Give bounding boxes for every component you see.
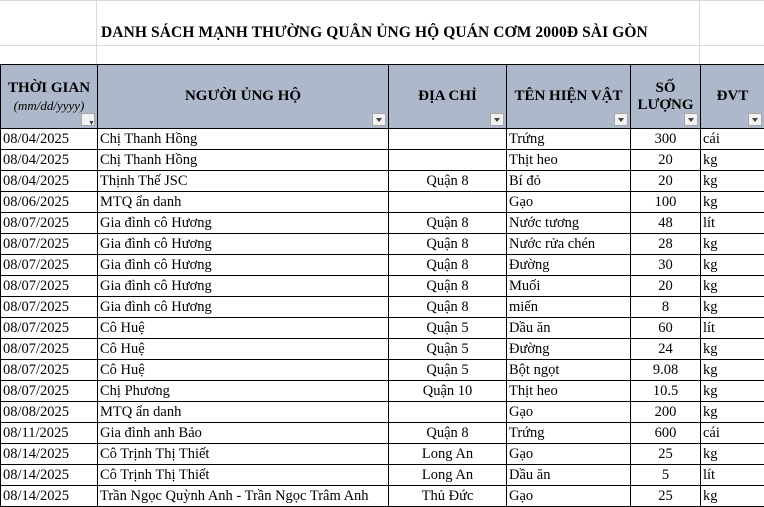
cell-unit[interactable]: kg (701, 276, 764, 297)
cell-address[interactable]: Quận 8 (389, 234, 507, 255)
cell-item[interactable]: Bột ngọt (507, 360, 631, 381)
table-body (1, 129, 764, 507)
filter-dropdown-icon[interactable] (372, 113, 386, 126)
cell-qty[interactable]: 300 (631, 129, 701, 150)
cell-address[interactable] (389, 402, 507, 423)
cell-item[interactable]: Nước tương (507, 213, 631, 234)
cell-unit[interactable]: kg (701, 486, 764, 507)
header-qty-label-2: LƯỢNG (637, 96, 694, 113)
cell-qty[interactable]: 200 (631, 402, 701, 423)
cell-item[interactable]: miến (507, 297, 631, 318)
cell-donor[interactable]: Cô Huệ (98, 318, 389, 339)
cell-item[interactable]: Dầu ăn (507, 465, 631, 486)
filter-dropdown-icon[interactable] (490, 113, 504, 126)
cell-unit[interactable]: kg (701, 171, 764, 192)
cell-qty[interactable]: 28 (631, 234, 701, 255)
cell-address[interactable]: Quận 8 (389, 297, 507, 318)
cell-donor[interactable]: Chị Thanh Hồng (98, 129, 389, 150)
cell-donor[interactable]: MTQ ẩn danh (98, 402, 389, 423)
header-address[interactable] (389, 65, 507, 129)
header-item[interactable] (507, 65, 631, 129)
cell-address[interactable]: Thủ Đức (389, 486, 507, 507)
cell-qty[interactable]: 10.5 (631, 381, 701, 402)
table-row (1, 402, 764, 423)
table-row (1, 276, 764, 297)
cell-item[interactable]: Dầu ăn (507, 318, 631, 339)
cell-donor[interactable]: MTQ ẩn danh (98, 192, 389, 213)
cell-unit[interactable]: kg (701, 234, 764, 255)
cell-address[interactable] (389, 129, 507, 150)
table-row (1, 129, 764, 150)
table-row (1, 423, 764, 444)
filter-dropdown-icon[interactable] (614, 113, 628, 126)
donor-table (0, 64, 764, 507)
header-donor-label: NGƯỜI ỦNG HỘ (184, 88, 302, 104)
cell-qty[interactable]: 25 (631, 486, 701, 507)
cell-qty[interactable]: 30 (631, 255, 701, 276)
cell-item[interactable]: Nước rửa chén (507, 234, 631, 255)
table-row (1, 339, 764, 360)
table-row (1, 150, 764, 171)
cell-unit[interactable]: kg (701, 402, 764, 423)
filter-dropdown-icon[interactable] (684, 113, 698, 126)
table-row (1, 192, 764, 213)
cell-donor[interactable]: Gia đình anh Bảo (98, 423, 389, 444)
header-item-label: TÊN HIỆN VẬT (514, 88, 623, 104)
cell-date[interactable]: 08/04/2025 (1, 129, 98, 150)
cell-qty[interactable]: 9.08 (631, 360, 701, 381)
filter-dropdown-icon[interactable] (81, 113, 95, 126)
cell-unit[interactable]: cái (701, 129, 764, 150)
cell-unit[interactable]: kg (701, 381, 764, 402)
cell-date[interactable]: 08/07/2025 (1, 276, 98, 297)
cell-unit[interactable]: kg (701, 444, 764, 465)
cell-address[interactable]: Quận 10 (389, 381, 507, 402)
cell-donor[interactable]: Cô Huệ (98, 360, 389, 381)
cell-unit[interactable]: kg (701, 255, 764, 276)
cell-item[interactable]: Gạo (507, 402, 631, 423)
cell-date[interactable]: 08/07/2025 (1, 318, 98, 339)
cell-date[interactable]: 08/07/2025 (1, 213, 98, 234)
cell-donor[interactable]: Cô Trịnh Thị Thiết (98, 444, 389, 465)
cell-donor[interactable]: Gia đình cô Hương (98, 297, 389, 318)
cell-donor[interactable]: Gia đình cô Hương (98, 213, 389, 234)
cell-address[interactable]: Long An (389, 444, 507, 465)
cell-address[interactable]: Quận 8 (389, 276, 507, 297)
cell-date[interactable]: 08/07/2025 (1, 255, 98, 276)
cell-qty[interactable]: 60 (631, 318, 701, 339)
table-row (1, 486, 764, 507)
cell-date[interactable]: 08/06/2025 (1, 192, 98, 213)
gridline (0, 45, 764, 46)
cell-address[interactable]: Long An (389, 465, 507, 486)
header-qty[interactable] (631, 65, 701, 129)
filter-dropdown-icon[interactable] (748, 113, 762, 126)
cell-donor[interactable]: Cô Trịnh Thị Thiết (98, 465, 389, 486)
cell-unit[interactable]: kg (701, 150, 764, 171)
cell-donor[interactable]: Chị Thanh Hồng (98, 150, 389, 171)
table-row (1, 255, 764, 276)
cell-item[interactable]: Gạo (507, 486, 631, 507)
cell-address[interactable]: Quận 8 (389, 255, 507, 276)
table-row (1, 360, 764, 381)
header-donor[interactable] (98, 65, 389, 129)
cell-donor[interactable]: Cô Huệ (98, 339, 389, 360)
cell-date[interactable]: 08/11/2025 (1, 423, 98, 444)
cell-qty[interactable]: 24 (631, 339, 701, 360)
cell-donor[interactable]: Thịnh Thế JSC (98, 171, 389, 192)
gridline (0, 0, 764, 1)
cell-date[interactable]: 08/04/2025 (1, 171, 98, 192)
cell-item[interactable]: Thịt heo (507, 381, 631, 402)
gridline (699, 0, 700, 64)
header-date-format: (mm/dd/yyyy) (13, 97, 85, 113)
cell-qty[interactable]: 25 (631, 444, 701, 465)
cell-address[interactable]: Quận 8 (389, 171, 507, 192)
cell-qty[interactable]: 20 (631, 171, 701, 192)
table-row (1, 465, 764, 486)
cell-unit[interactable]: kg (701, 297, 764, 318)
cell-item[interactable]: Đường (507, 339, 631, 360)
cell-date[interactable]: 08/14/2025 (1, 465, 98, 486)
cell-date[interactable]: 08/08/2025 (1, 402, 98, 423)
cell-item[interactable]: Đường (507, 255, 631, 276)
header-unit[interactable] (701, 65, 764, 129)
table-row (1, 444, 764, 465)
cell-qty[interactable]: 8 (631, 297, 701, 318)
cell-address[interactable]: Quận 8 (389, 423, 507, 444)
sheet-title: DANH SÁCH MẠNH THƯỜNG QUÂN ỦNG HỘ QUÁN CƠM 2000Đ SÀI GÒN (101, 24, 648, 41)
table-row (1, 297, 764, 318)
cell-qty[interactable]: 100 (631, 192, 701, 213)
header-unit-label: ĐVT (716, 88, 749, 104)
table-row (1, 213, 764, 234)
cell-item[interactable]: Gạo (507, 444, 631, 465)
cell-unit[interactable]: kg (701, 192, 764, 213)
cell-address[interactable] (389, 150, 507, 171)
cell-qty[interactable]: 20 (631, 276, 701, 297)
cell-date[interactable]: 08/07/2025 (1, 339, 98, 360)
cell-donor[interactable]: Gia đình cô Hương (98, 255, 389, 276)
cell-address[interactable]: Quận 5 (389, 360, 507, 381)
header-qty-label-1: SỐ (655, 79, 676, 96)
table-row (1, 381, 764, 402)
cell-date[interactable]: 08/07/2025 (1, 234, 98, 255)
cell-unit[interactable]: cái (701, 423, 764, 444)
header-row (1, 65, 764, 129)
cell-date[interactable]: 08/07/2025 (1, 360, 98, 381)
cell-qty[interactable]: 600 (631, 423, 701, 444)
cell-item[interactable]: Trứng (507, 129, 631, 150)
cell-unit[interactable]: lít (701, 213, 764, 234)
gridline (96, 0, 97, 64)
cell-item[interactable]: Thịt heo (507, 150, 631, 171)
cell-qty[interactable]: 48 (631, 213, 701, 234)
cell-date[interactable]: 08/04/2025 (1, 150, 98, 171)
cell-address[interactable]: Quận 8 (389, 213, 507, 234)
table-row (1, 171, 764, 192)
header-date[interactable] (1, 65, 98, 129)
cell-unit[interactable]: kg (701, 339, 764, 360)
cell-address[interactable]: Quận 5 (389, 339, 507, 360)
cell-date[interactable]: 08/07/2025 (1, 297, 98, 318)
cell-donor[interactable]: Gia đình cô Hương (98, 234, 389, 255)
cell-item[interactable]: Muối (507, 276, 631, 297)
cell-item[interactable]: Bí đỏ (507, 171, 631, 192)
cell-date[interactable]: 08/07/2025 (1, 381, 98, 402)
table-row (1, 318, 764, 339)
cell-item[interactable]: Gạo (507, 192, 631, 213)
cell-unit[interactable]: lít (701, 318, 764, 339)
cell-donor[interactable]: Trần Ngọc Quỳnh Anh - Trần Ngọc Trâm Anh (98, 486, 389, 507)
cell-unit[interactable]: lít (701, 465, 764, 486)
cell-donor[interactable]: Gia đình cô Hương (98, 276, 389, 297)
cell-date[interactable]: 08/14/2025 (1, 486, 98, 507)
cell-qty[interactable]: 20 (631, 150, 701, 171)
cell-donor[interactable]: Chị Phương (98, 381, 389, 402)
cell-qty[interactable]: 5 (631, 465, 701, 486)
cell-address[interactable]: Quận 5 (389, 318, 507, 339)
header-address-label: ĐỊA CHỈ (418, 88, 477, 104)
cell-address[interactable] (389, 192, 507, 213)
cell-date[interactable]: 08/14/2025 (1, 444, 98, 465)
header-date-label: THỜI GIAN (7, 79, 91, 96)
table-row (1, 234, 764, 255)
cell-item[interactable]: Trứng (507, 423, 631, 444)
cell-unit[interactable]: kg (701, 360, 764, 381)
